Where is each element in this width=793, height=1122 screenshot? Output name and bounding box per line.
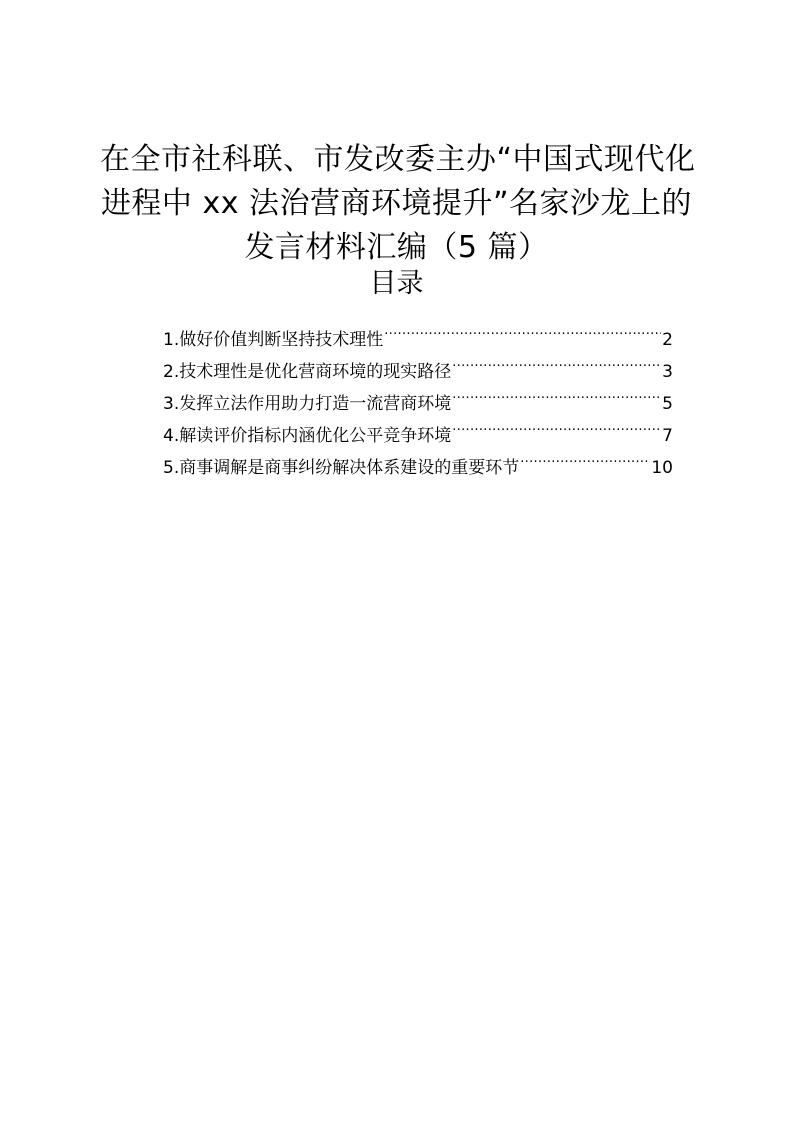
title-line-1: 在全市社科联、市发改委主办“中国式现代化 xyxy=(100,142,696,177)
toc-dot-leader xyxy=(520,441,650,473)
toc-entry-text: 3.发挥立法作用助力打造一流营商环境 xyxy=(163,394,452,414)
toc-dot-leader xyxy=(384,313,661,345)
title-line-3: 发言材料汇编（5 篇） xyxy=(244,230,549,265)
toc-entry-text: 5.商事调解是商事纠纷解决体系建设的重要环节 xyxy=(163,458,520,478)
toc-dot-leader xyxy=(452,377,661,409)
toc-dot-leader xyxy=(452,345,661,377)
toc-heading: 目录 xyxy=(369,268,424,299)
toc-page-number: 5 xyxy=(662,394,673,414)
toc-dot-leader xyxy=(452,409,661,441)
toc-entry-text: 1.做好价值判断坚持技术理性 xyxy=(163,330,384,350)
table-of-contents xyxy=(163,313,673,478)
toc-entry-1[interactable] xyxy=(163,313,673,350)
toc-entry-text: 2.技术理性是优化营商环境的现实路径 xyxy=(163,362,452,382)
toc-page-number: 2 xyxy=(662,330,673,350)
toc-page-number: 3 xyxy=(662,362,673,382)
toc-page-number: 10 xyxy=(651,458,673,478)
title-line-2: 进程中 xx 法治营商环境提升”名家沙龙上的 xyxy=(100,186,693,221)
toc-entry-text: 4.解读评价指标内涵优化公平竞争环境 xyxy=(163,426,452,446)
toc-page-number: 7 xyxy=(662,426,673,446)
document-title xyxy=(100,138,696,270)
